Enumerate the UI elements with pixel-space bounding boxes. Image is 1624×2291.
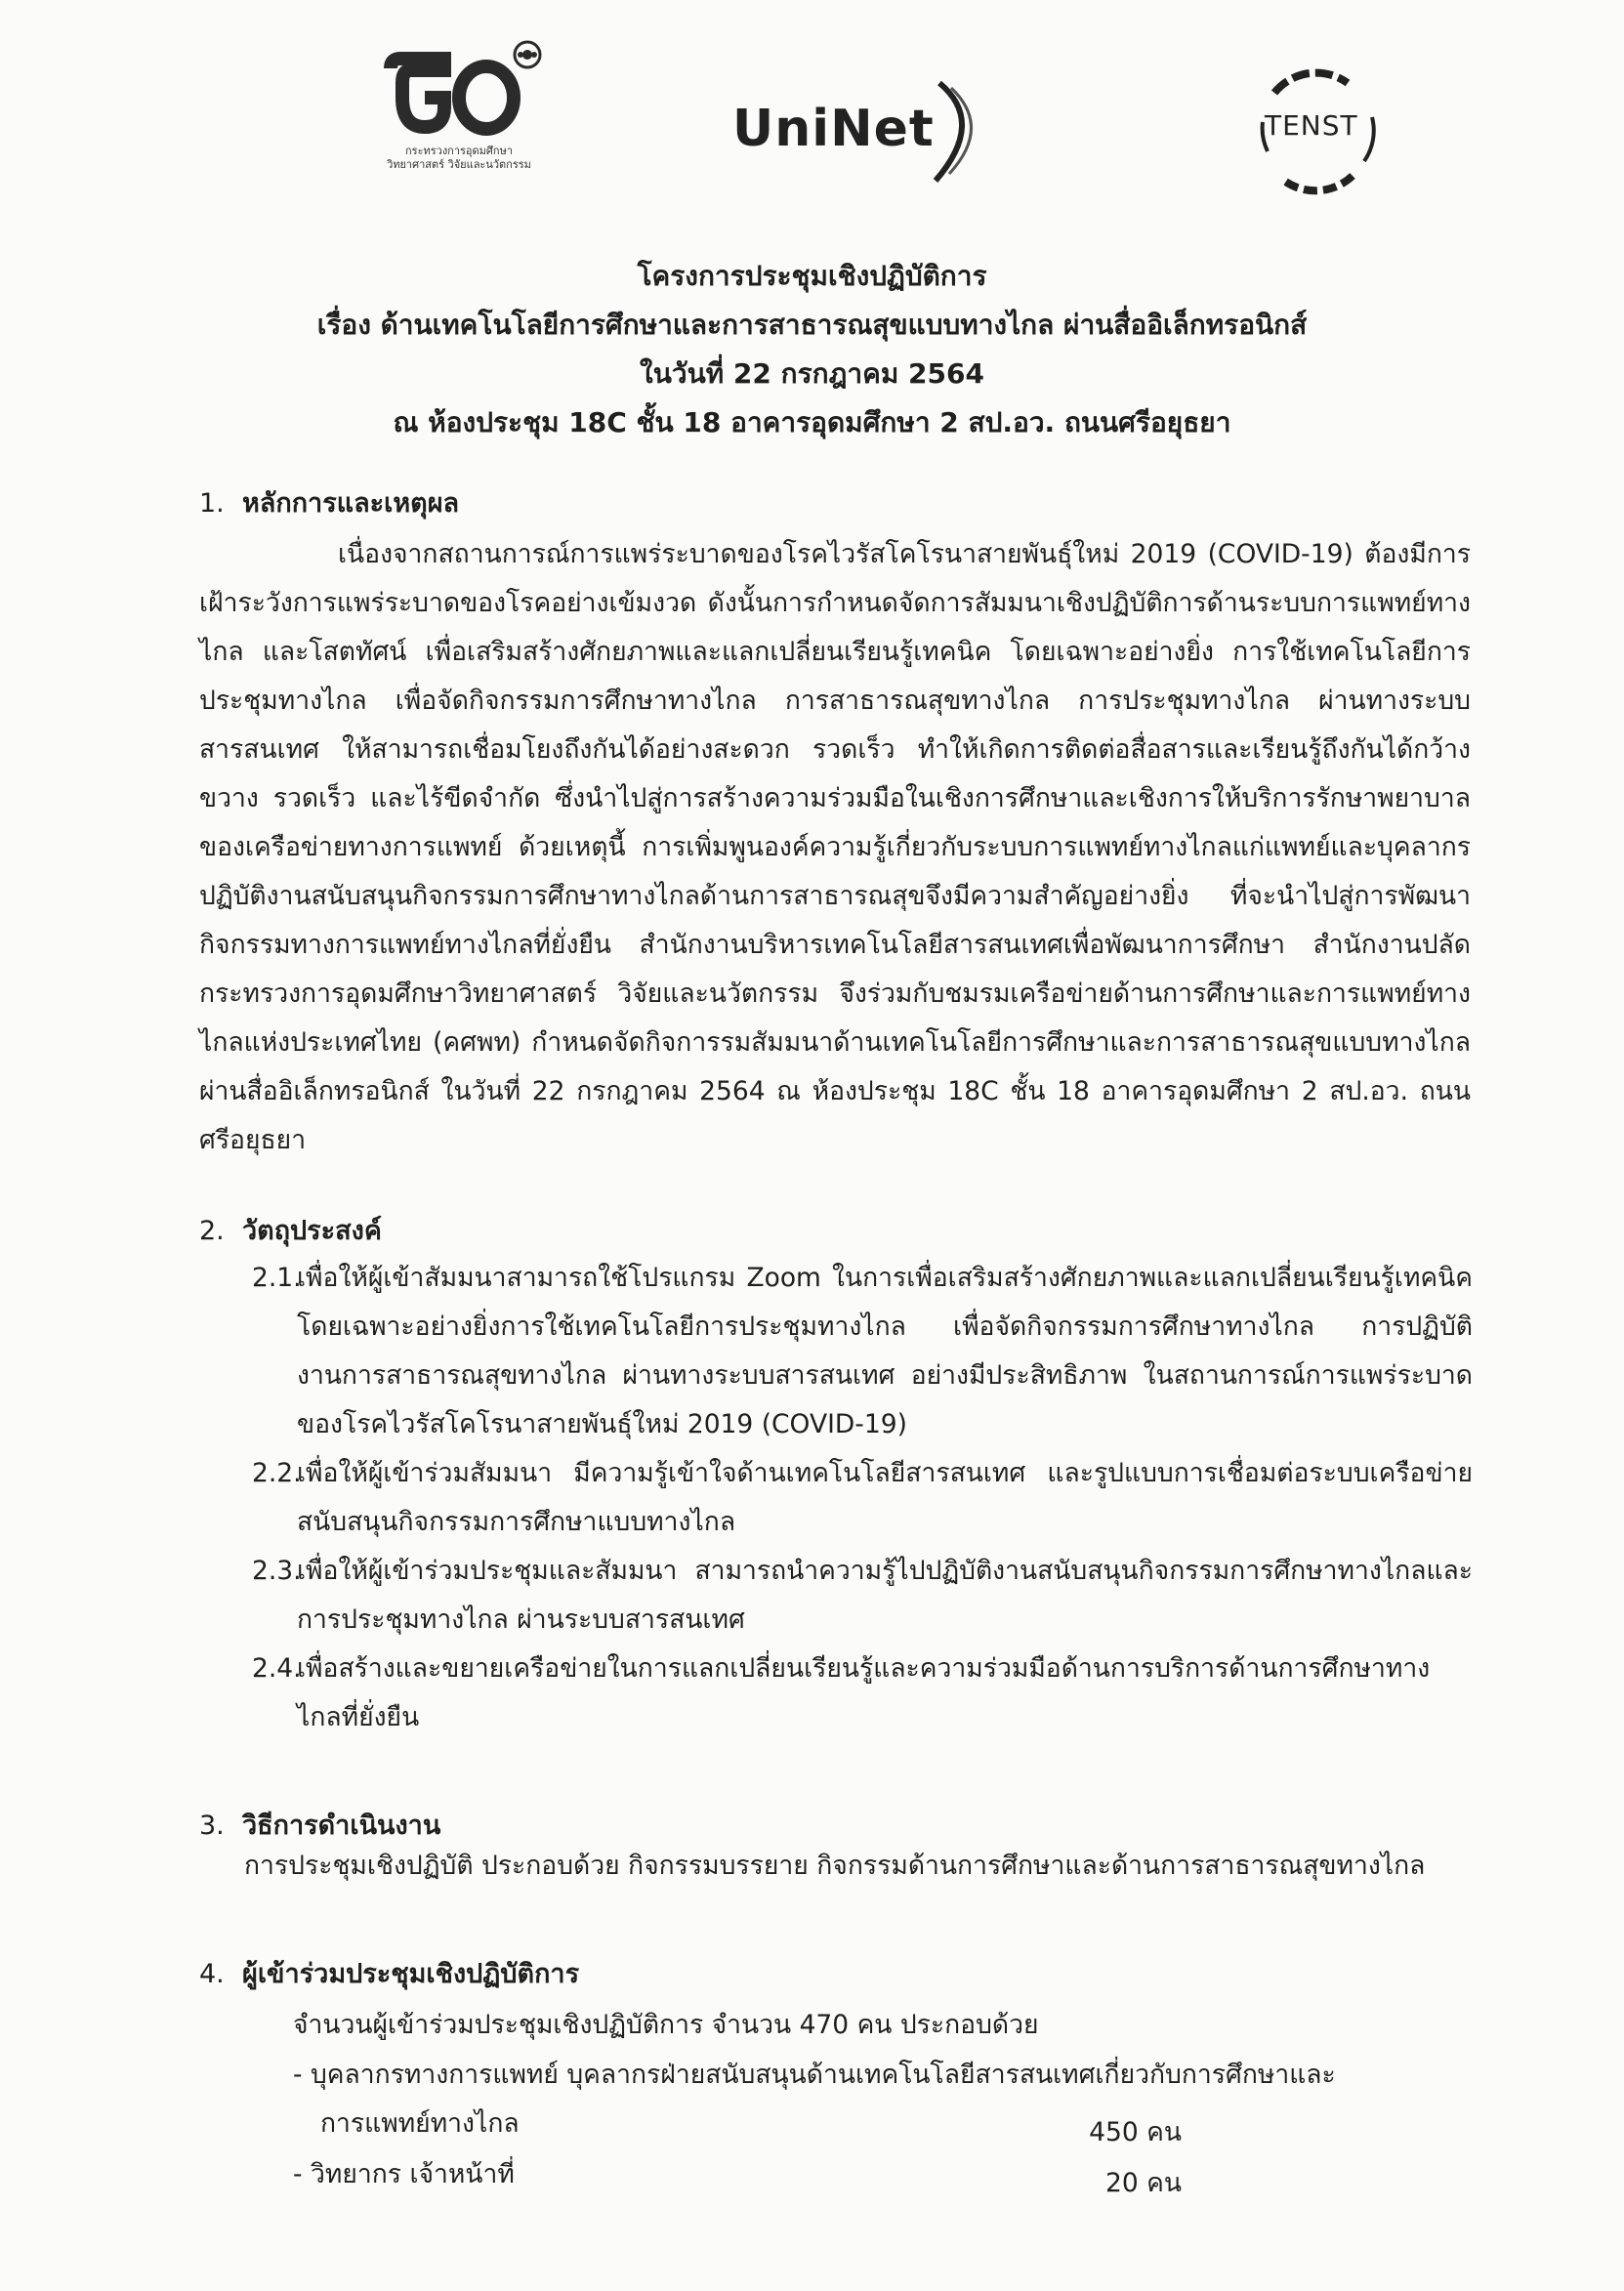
- participant-count: 20 คน: [1105, 2168, 1182, 2198]
- participant-count: 450 คน: [1089, 2117, 1182, 2147]
- section-3-body: การประชุมเชิงปฏิบัติ ประกอบด้วย กิจกรรมบรรยาย กิจกรรมด้านการศึกษาและด้านการสาธารณสุขทางไกล: [244, 1851, 1426, 1881]
- header-project-title: โครงการประชุมเชิงปฏิบัติการ: [637, 260, 987, 292]
- objective-number: 2.2.: [252, 1458, 302, 1488]
- objective-item: [252, 1645, 1473, 1742]
- objective-number: 2.1.: [252, 1263, 302, 1293]
- section-4-intro: จำนวนผู้เข้าร่วมประชุมเชิงปฏิบัติการ จำนวน 470 คน ประกอบด้วย: [293, 2010, 1039, 2040]
- header-date: ในวันที่ 22 กรกฎาคม 2564: [640, 357, 984, 390]
- section-2-number: 2.: [199, 1216, 225, 1246]
- objective-text: เพื่อสร้างและขยายเครือข่ายในการแลกเปลี่ยนเรียนรู้และความร่วมมือด้านการบริการด้านการศึกษาทางไกลที่ยั่งยืน: [297, 1653, 1431, 1732]
- section-4-title: ผู้เข้าร่วมประชุมเชิงปฏิบัติการ: [242, 1959, 580, 1989]
- objective-text: เพื่อให้ผู้เข้าร่วมประชุมและสัมมนา สามารถนำความรู้ไปปฏิบัติงานสนับสนุนกิจกรรมการศึกษาทางไกลและการประชุมทางไกล ผ่านระบบสารสนเทศ: [297, 1556, 1473, 1635]
- uninet-swoosh-icon: [928, 78, 986, 186]
- mhesi-caption-line2: วิทยาศาสตร์ วิจัยและนวัตกรรม: [387, 158, 531, 171]
- participant-group-line1: - วิทยากร เจ้าหน้าที่: [293, 2159, 515, 2189]
- mhesi-emblem-icon: [371, 39, 547, 142]
- objective-text: เพื่อให้ผู้เข้าสัมมนาสามารถใช้โปรแกรม Zoom ในการเพื่อเสริมสร้างศักยภาพและแลกเปลี่ยนเรียนรู้เทคนิค โดยเฉพาะอย่างยิ่งการใช้เทคโนโลยีการประชุมทางไกล เพื่อจัดกิจกรรมการศึกษาทางไกล การปฏิบัติงานการสาธารณสุขทางไกล ผ่านทางระบบสารสนเทศ อย่างมีประสิทธิภาพ ในสถานการณ์การแพร่ระบาดของโรคไวรัสโคโรนาสายพันธุ์ใหม่ 2019 (COVID-19): [297, 1263, 1473, 1439]
- mhesi-logo: [361, 39, 557, 186]
- section-3-number: 3.: [199, 1811, 225, 1841]
- section-1-heading: [199, 481, 459, 523]
- section-4-number: 4.: [199, 1959, 225, 1989]
- section-2-title: วัตถุประสงค์: [242, 1216, 382, 1246]
- participant-group-line2: การแพทย์ทางไกล: [320, 2108, 520, 2139]
- header-venue: ณ ห้องประชุม 18C ชั้น 18 อาคารอุดมศึกษา 2 สป.อว. ถนนศรีอยุธยา: [393, 406, 1231, 438]
- objective-item: [252, 1254, 1473, 1449]
- objective-number: 2.3.: [252, 1556, 302, 1586]
- logo-bar: [0, 0, 1624, 225]
- objective-item: [252, 1547, 1473, 1645]
- document-header: [0, 252, 1624, 447]
- section-1-body: เนื่องจากสถานการณ์การแพร่ระบาดของโรคไวรัสโคโรนาสายพันธุ์ใหม่ 2019 (COVID-19) ต้องมีการเฝ้าระวังการแพร่ระบาดของโรคอย่างเข้มงวด ดังนั้นการกำหนดจัดการสัมมนาเชิงปฏิบัติการด้านระบบการแพทย์ทางไกล และโสตทัศน์ เพื่อเสริมสร้างศักยภาพและแลกเปลี่ยนเรียนรู้เทคนิค โดยเฉพาะอย่างยิ่ง การใช้เทคโนโลยีการประชุมทางไกล เพื่อจัดกิจกรรมการศึกษาทางไกล การสาธารณสุขทางไกล การประชุมทางไกล ผ่านทางระบบสารสนเทศ ให้สามารถเชื่อมโยงถึงกันได้อย่างสะดวก รวดเร็ว ทำให้เกิดการติดต่อสื่อสารและเรียนรู้ถึงกันได้กว้างขวาง รวดเร็ว และไร้ขีดจำกัด ซึ่งนำไปสู่การสร้างความร่วมมือในเชิงการศึกษาและเชิงการให้บริการรักษาพยาบาลของเครือข่ายทางการแพทย์ ด้วยเหตุนี้ การเพิ่มพูนองค์ความรู้เกี่ยวกับระบบการแพทย์ทางไกลแก่แพทย์และบุคลากรปฏิบัติงานสนับสนุนกิจกรรมการศึกษาทางไกลด้านการสาธารณสุขจึงมีความสำคัญอย่างยิ่ง ที่จะนำไปสู่การพัฒนากิจกรรมทางการแพทย์ทางไกลที่ยั่งยืน สำนักงานบริหารเทคโนโลยีสารสนเทศเพื่อพัฒนาการศึกษา สำนักงานปลัดกระทรวงการอุดมศึกษาวิทยาศาสตร์ วิจัยและนวัตกรรม จึงร่วมกับชมรมเครือข่ายด้านการศึกษาและการแพทย์ทางไกลแห่งประเทศไทย (คศพท) กำหนดจัดกิจการรมสัมมนาด้านเทคโนโลยีการศึกษาและการสาธารณสุขแบบทางไกล ผ่านสื่ออิเล็กทรอนิกส์ ในวันที่ 22 กรกฎาคม 2564 ณ ห้องประชุม 18C ชั้น 18 อาคารอุดมศึกษา 2 สป.อว. ถนนศรีอยุธยา: [199, 539, 1471, 1155]
- section-1-number: 1.: [199, 488, 225, 519]
- mhesi-caption: [361, 145, 557, 172]
- uninet-logo: [728, 78, 1020, 186]
- tenst-wordmark: TENST: [1265, 109, 1358, 142]
- section-2-heading: [199, 1209, 382, 1251]
- mhesi-caption-line1: กระทรวงการอุดมศึกษา: [405, 145, 513, 157]
- objective-text: เพื่อให้ผู้เข้าร่วมสัมมนา มีความรู้เข้าใจด้านเทคโนโลยีสารสนเทศ และรูปแบบการเชื่อมต่อระบบเครือข่ายสนับสนุนกิจกรรมการศึกษาแบบทางไกล: [297, 1458, 1473, 1537]
- section-3-title: วิธีการดำเนินงาน: [242, 1811, 441, 1841]
- section-3-heading: [199, 1804, 440, 1846]
- section-1-title: หลักการและเหตุผล: [242, 488, 460, 519]
- objective-item: [252, 1449, 1473, 1547]
- objective-number: 2.4.: [252, 1653, 302, 1684]
- uninet-wordmark: UniNet: [732, 100, 935, 158]
- header-subject: เรื่อง ด้านเทคโนโลยีการศึกษาและการสาธารณสุขแบบทางไกล ผ่านสื่ออิเล็กทรอนิกส์: [316, 309, 1308, 341]
- tenst-logo: [1235, 59, 1392, 205]
- section-4-heading: [199, 1952, 579, 1994]
- participant-group-line1: - บุคลากรทางการแพทย์ บุคลากรฝ่ายสนับสนุนด้านเทคโนโลยีสารสนเทศเกี่ยวกับการศึกษาและ: [293, 2060, 1336, 2090]
